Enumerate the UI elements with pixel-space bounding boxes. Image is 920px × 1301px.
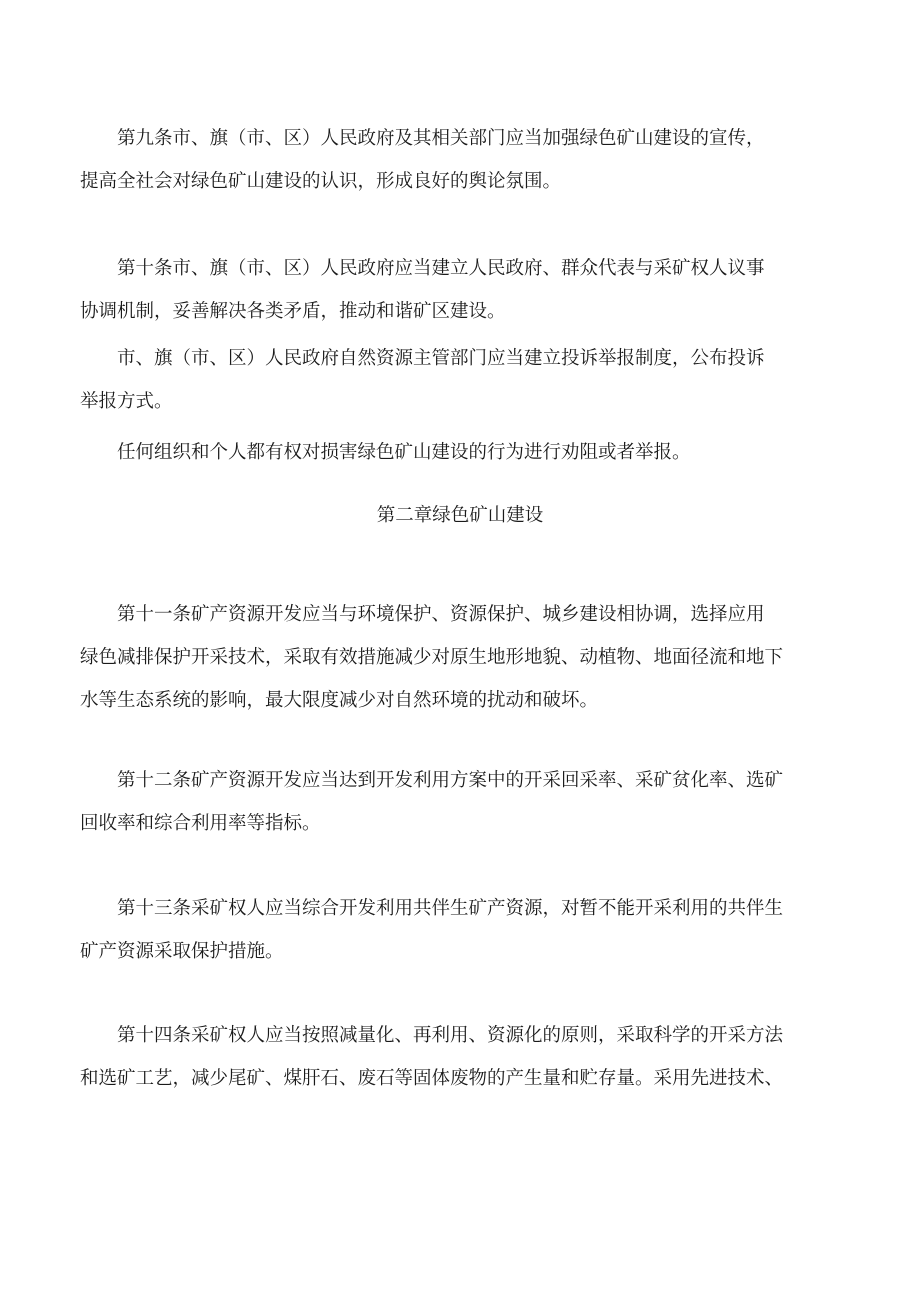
paragraph-line: 提高全社会对绿色矿山建设的认识，形成良好的舆论氛围。 bbox=[80, 171, 562, 192]
article-9-paragraph bbox=[80, 117, 829, 203]
paragraph-line: 矿产资源采取保护措施。 bbox=[80, 941, 284, 962]
article-12-paragraph bbox=[80, 759, 829, 845]
paragraph-line: 和选矿工艺，减少尾矿、煤肝石、废石等固体废物的产生量和贮存量。采用先进技术、 bbox=[80, 1068, 784, 1089]
paragraph-line: 第十四条采矿权人应当按照减量化、再利用、资源化的原则，采取科学的开采方法 bbox=[117, 1025, 784, 1046]
paragraph-line: 水等生态系统的影响，最大限度减少对自然环境的扰动和破坏。 bbox=[80, 690, 599, 711]
complaint-system-paragraph bbox=[80, 337, 829, 423]
article-13-paragraph bbox=[80, 887, 829, 973]
reporting-right-paragraph bbox=[117, 431, 829, 474]
chapter-heading: 第二章绿色矿山建设 bbox=[376, 505, 544, 526]
paragraph-line: 第九条市、旗（市、区）人民政府及其相关部门应当加强绿色矿山建设的宣传， bbox=[117, 128, 765, 149]
paragraph-line: 任何组织和个人都有权对损害绿色矿山建设的行为进行劝阻或者举报。 bbox=[117, 442, 691, 463]
paragraph-line: 第十二条矿产资源开发应当达到开发利用方案中的开采回采率、采矿贫化率、选矿 bbox=[117, 770, 784, 791]
paragraph-line: 第十一条矿产资源开发应当与环境保护、资源保护、城乡建设相协调，选择应用 bbox=[117, 604, 765, 625]
paragraph-line: 回收率和综合利用率等指标。 bbox=[80, 813, 321, 834]
article-14-paragraph bbox=[80, 1014, 829, 1100]
paragraph-line: 第十条市、旗（市、区）人民政府应当建立人民政府、群众代表与采矿权人议事 bbox=[117, 258, 765, 279]
paragraph-line: 第十三条采矿权人应当综合开发利用共伴生矿产资源，对暂不能开采利用的共伴生 bbox=[117, 898, 784, 919]
paragraph-line: 绿色减排保护开采技术，采取有效措施减少对原生地形地貌、动植物、地面径流和地下 bbox=[80, 647, 784, 668]
paragraph-line: 市、旗（市、区）人民政府自然资源主管部门应当建立投诉举报制度，公布投诉 bbox=[117, 348, 765, 369]
article-10-paragraph bbox=[80, 247, 829, 333]
article-11-paragraph bbox=[80, 593, 829, 722]
paragraph-line: 举报方式。 bbox=[80, 391, 173, 412]
paragraph-line: 协调机制，妥善解决各类矛盾，推动和谐矿区建设。 bbox=[80, 301, 506, 322]
